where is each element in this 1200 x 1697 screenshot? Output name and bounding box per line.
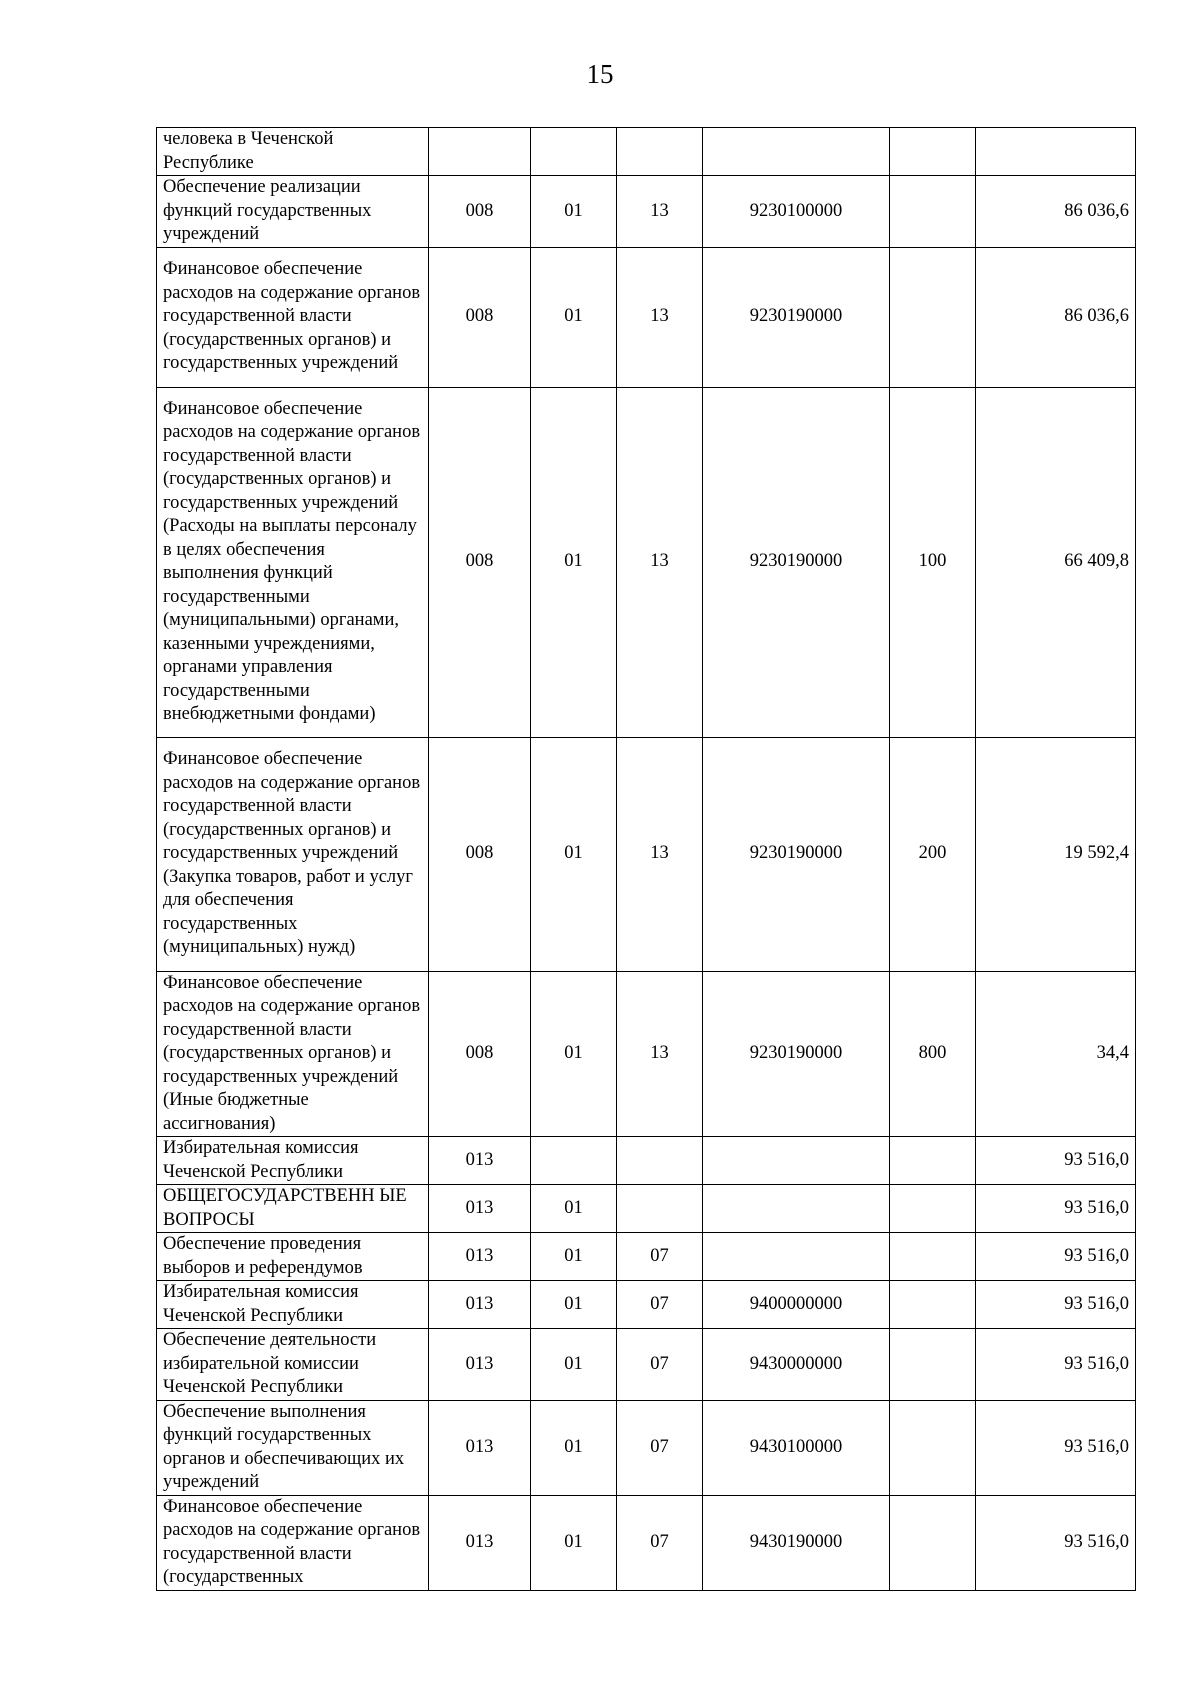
section-code-cell: 01 <box>531 1400 617 1495</box>
target-article-cell: 9230100000 <box>703 176 890 248</box>
expense-type-cell <box>890 1137 976 1185</box>
table-row <box>157 1400 1136 1495</box>
table-row <box>157 1185 1136 1233</box>
amount-cell: 93 516,0 <box>976 1185 1136 1233</box>
subsection-code-cell <box>617 128 703 176</box>
section-code-cell: 01 <box>531 971 617 1137</box>
row-name-cell: человека в Чеченской Республике <box>157 128 429 176</box>
table-row <box>157 1329 1136 1401</box>
amount-cell: 93 516,0 <box>976 1329 1136 1401</box>
subsection-code-cell: 13 <box>617 247 703 387</box>
ministry-code-cell: 013 <box>429 1137 531 1185</box>
subsection-code-cell: 07 <box>617 1281 703 1329</box>
row-name-cell: Избирательная комиссия Чеченской Республики <box>157 1281 429 1329</box>
ministry-code-cell: 013 <box>429 1281 531 1329</box>
ministry-code-cell: 008 <box>429 176 531 248</box>
section-code-cell: 01 <box>531 1329 617 1401</box>
subsection-code-cell: 13 <box>617 176 703 248</box>
subsection-code-cell: 07 <box>617 1495 703 1590</box>
expense-type-cell <box>890 1329 976 1401</box>
amount-cell: 93 516,0 <box>976 1137 1136 1185</box>
subsection-code-cell: 07 <box>617 1233 703 1281</box>
subsection-code-cell <box>617 1185 703 1233</box>
table-row <box>157 971 1136 1137</box>
target-article-cell: 9230190000 <box>703 971 890 1137</box>
table-row <box>157 1137 1136 1185</box>
ministry-code-cell <box>429 128 531 176</box>
amount-cell: 86 036,6 <box>976 176 1136 248</box>
ministry-code-cell: 013 <box>429 1495 531 1590</box>
section-code-cell <box>531 128 617 176</box>
amount-cell: 93 516,0 <box>976 1400 1136 1495</box>
row-name-cell: Финансовое обеспечение расходов на содержание органов государственной власти (государственных органов) и государственных учреждений (Закупка товаров, работ и услуг для обеспечения государственных (муниципальных) нужд) <box>157 737 429 971</box>
section-code-cell: 01 <box>531 1185 617 1233</box>
amount-cell: 86 036,6 <box>976 247 1136 387</box>
amount-cell: 34,4 <box>976 971 1136 1137</box>
amount-cell: 93 516,0 <box>976 1495 1136 1590</box>
row-name-cell: Избирательная комиссия Чеченской Республики <box>157 1137 429 1185</box>
budget-table <box>156 127 1136 1591</box>
ministry-code-cell: 008 <box>429 247 531 387</box>
subsection-code-cell: 13 <box>617 737 703 971</box>
table-row <box>157 387 1136 737</box>
expense-type-cell <box>890 1185 976 1233</box>
table-row <box>157 247 1136 387</box>
ministry-code-cell: 008 <box>429 737 531 971</box>
subsection-code-cell: 13 <box>617 387 703 737</box>
section-code-cell: 01 <box>531 1495 617 1590</box>
target-article-cell: 9400000000 <box>703 1281 890 1329</box>
section-code-cell: 01 <box>531 1281 617 1329</box>
target-article-cell: 9230190000 <box>703 737 890 971</box>
row-name-cell: Финансовое обеспечение расходов на содержание органов государственной власти (государственных органов) и государственных учреждений <box>157 247 429 387</box>
section-code-cell: 01 <box>531 247 617 387</box>
table-row <box>157 737 1136 971</box>
target-article-cell <box>703 1185 890 1233</box>
table-row <box>157 128 1136 176</box>
section-code-cell <box>531 1137 617 1185</box>
expense-type-cell <box>890 247 976 387</box>
expense-type-cell <box>890 1495 976 1590</box>
page-number: 15 <box>586 59 614 89</box>
target-article-cell: 9430190000 <box>703 1495 890 1590</box>
ministry-code-cell: 008 <box>429 971 531 1137</box>
row-name-cell: Обеспечение выполнения функций государственных органов и обеспечивающих их учреждений <box>157 1400 429 1495</box>
table-row <box>157 1495 1136 1590</box>
amount-cell: 19 592,4 <box>976 737 1136 971</box>
row-name-cell: Финансовое обеспечение расходов на содержание органов государственной власти (государственных органов) и государственных учреждений (Иные бюджетные ассигнования) <box>157 971 429 1137</box>
amount-cell: 93 516,0 <box>976 1233 1136 1281</box>
subsection-code-cell <box>617 1137 703 1185</box>
expense-type-cell <box>890 1281 976 1329</box>
ministry-code-cell: 013 <box>429 1233 531 1281</box>
subsection-code-cell: 13 <box>617 971 703 1137</box>
target-article-cell: 9230190000 <box>703 387 890 737</box>
expense-type-cell <box>890 1400 976 1495</box>
section-code-cell: 01 <box>531 1233 617 1281</box>
amount-cell: 66 409,8 <box>976 387 1136 737</box>
expense-type-cell <box>890 1233 976 1281</box>
expense-type-cell: 100 <box>890 387 976 737</box>
table-row <box>157 1281 1136 1329</box>
row-name-cell: Обеспечение деятельности избирательной комиссии Чеченской Республики <box>157 1329 429 1401</box>
expense-type-cell: 800 <box>890 971 976 1137</box>
amount-cell <box>976 128 1136 176</box>
subsection-code-cell: 07 <box>617 1329 703 1401</box>
section-code-cell: 01 <box>531 176 617 248</box>
ministry-code-cell: 008 <box>429 387 531 737</box>
subsection-code-cell: 07 <box>617 1400 703 1495</box>
ministry-code-cell: 013 <box>429 1185 531 1233</box>
expense-type-cell <box>890 128 976 176</box>
amount-cell: 93 516,0 <box>976 1281 1136 1329</box>
expense-type-cell <box>890 176 976 248</box>
target-article-cell: 9230190000 <box>703 247 890 387</box>
target-article-cell <box>703 1137 890 1185</box>
target-article-cell: 9430100000 <box>703 1400 890 1495</box>
table-row <box>157 176 1136 248</box>
section-code-cell: 01 <box>531 737 617 971</box>
row-name-cell: Финансовое обеспечение расходов на содержание органов государственной власти (государственных <box>157 1495 429 1590</box>
target-article-cell <box>703 128 890 176</box>
section-code-cell: 01 <box>531 387 617 737</box>
target-article-cell: 9430000000 <box>703 1329 890 1401</box>
target-article-cell <box>703 1233 890 1281</box>
ministry-code-cell: 013 <box>429 1400 531 1495</box>
row-name-cell: Обеспечение реализации функций государственных учреждений <box>157 176 429 248</box>
expense-type-cell: 200 <box>890 737 976 971</box>
ministry-code-cell: 013 <box>429 1329 531 1401</box>
row-name-cell: ОБЩЕГОСУДАРСТВЕНН ЫЕ ВОПРОСЫ <box>157 1185 429 1233</box>
row-name-cell: Обеспечение проведения выборов и референдумов <box>157 1233 429 1281</box>
table-row <box>157 1233 1136 1281</box>
row-name-cell: Финансовое обеспечение расходов на содержание органов государственной власти (государственных органов) и государственных учреждений (Расходы на выплаты персоналу в целях обеспечения выполнения функций государственными (муниципальными) органами, казенными учреждениями, органами управления государственными внебюджетными фондами) <box>157 387 429 737</box>
